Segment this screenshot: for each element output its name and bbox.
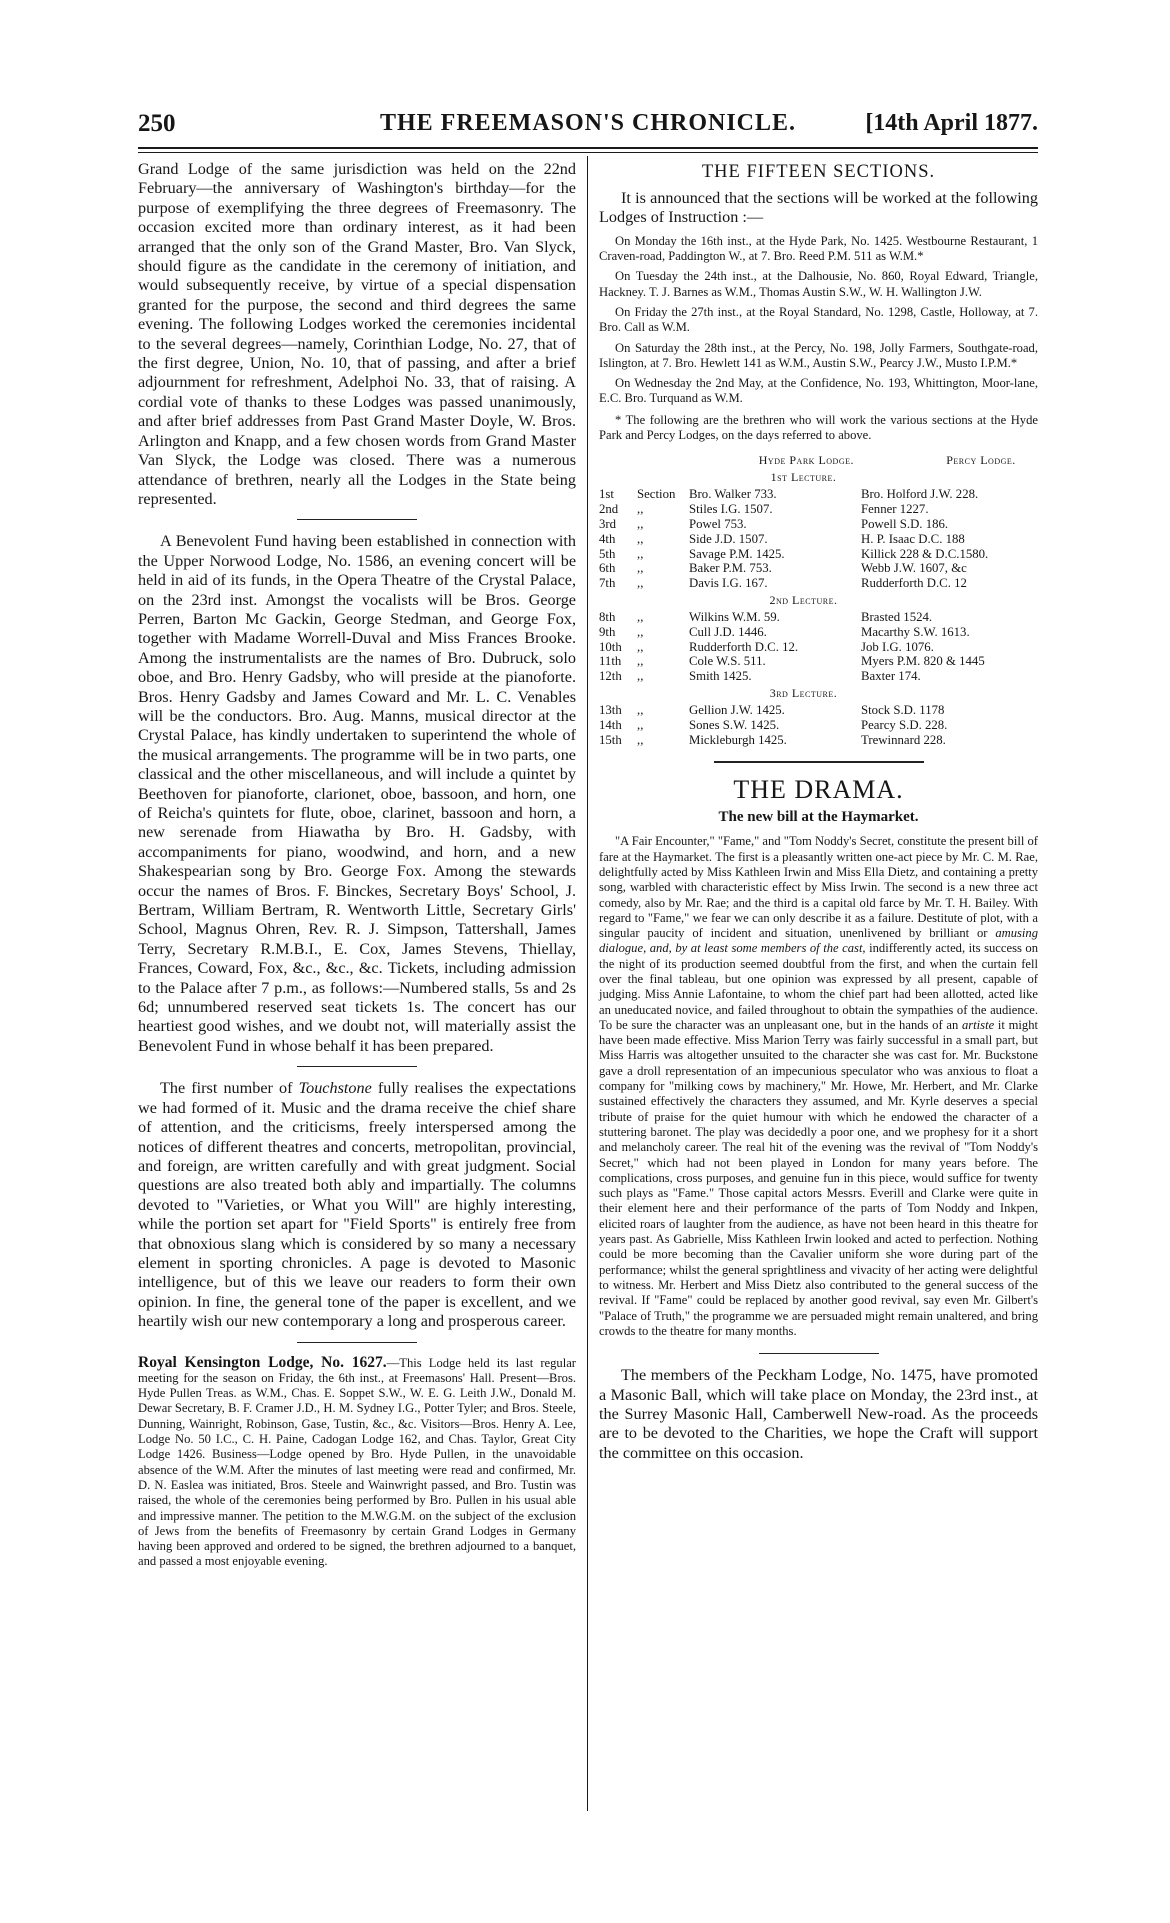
column-divider	[587, 156, 588, 1811]
section-word: ,,	[637, 531, 644, 546]
lecture-label: 1st Lecture.	[770, 470, 837, 485]
section-number: 3rd	[599, 516, 617, 531]
hyde-park-brother: Rudderforth D.C. 12.	[689, 639, 799, 654]
meeting-entry: On Monday the 16th inst., at the Hyde Park, No. 1425. Westbourne Restaurant, 1 Craven-road, Paddington W., at 7. Bro. Reed P.M. 511 as W.M.*	[599, 233, 1038, 264]
section-number: 11th	[599, 654, 622, 669]
publication-title: THE FREEMASON'S CHRONICLE.	[379, 110, 797, 136]
section-number: 6th	[599, 561, 616, 576]
table-row	[599, 561, 1038, 576]
lecture-label: 3rd Lecture.	[769, 685, 838, 700]
percy-brother: Pearcy S.D. 228.	[861, 717, 948, 732]
section-divider	[714, 761, 924, 763]
fifteen-sections-intro: It is announced that the sections will be worked at the following Lodges of Instruction :—	[599, 189, 1038, 227]
lecture-table	[599, 703, 1038, 747]
lecture-table	[599, 487, 1038, 591]
touchstone-article: The first number of Touchstone fully realises the expectations we had formed of it. Music and the drama receive the chief share of attention, and the criticisms, freely interspersed among the notices of different theatres and concerts, metropolitan, provincial, and foreign, are written carefully and with great judgment. Social questions are also treated both ably and impartially. The columns devoted to "Varieties, or What you Will" are highly interesting, while the portion set apart for "Field Sports" is entirely free from that obnoxious slang which is considered by so many a necessary element in sporting chronicles. A page is devoted to Masonic intelligence, but of this we leave our readers to form their own opinion. In fine, the general tone of the paper is excellent, and we heartily wish our new contemporary a long and prosperous career.	[138, 1079, 576, 1331]
table-row	[599, 640, 1038, 655]
percy-brother: Killick 228 & D.C.1580.	[861, 546, 989, 561]
percy-brother: Trewinnard 228.	[861, 732, 946, 747]
table-row	[599, 733, 1038, 748]
grand-lodge-article: Grand Lodge of the same jurisdiction was held on the 22nd February—the anniversary of Washington's birthday—for the purpose of exemplifying the three degrees of Freemasonry. The occasion excited more than ordinary interest, as it had been arranged that the only son of the Grand Master, Bro. Van Slyck, should figure as the candidate in the ceremony of initiation, and would subsequently receive, by virtue of a special dispensation granted for the purpose, the second and third degrees the same evening. The following Lodges worked the ceremonies incidental to the several degrees—namely, Corinthian Lodge, No. 27, that of the first degree, Union, No. 10, that of passing, and after a brief adjournment for refreshment, Adelphoi No. 33, that of raising. A cordial vote of thanks to these Lodges was passed unanimously, and after brief addresses from Past Grand Master Doyle, W. Bros. Arlington and Knapp, and a few chosen words from Grand Master Van Slyck, the Lodge was closed. There was a numerous attendance of brethren, nearly all the Lodges in the State being represented.	[138, 160, 576, 508]
sections-schedule	[599, 470, 1038, 747]
hyde-park-brother: Side J.D. 1507.	[689, 531, 768, 546]
table-row	[599, 487, 1038, 502]
table-row	[599, 654, 1038, 669]
section-number: 5th	[599, 546, 616, 561]
lodge-headers	[599, 453, 1038, 468]
percy-brother: Bro. Holford J.W. 228.	[861, 487, 979, 502]
percy-brother: Stock S.D. 1178	[861, 702, 945, 717]
percy-brother: Webb J.W. 1607, &c	[861, 561, 967, 576]
table-row	[599, 610, 1038, 625]
fifteen-sections-title: THE FIFTEEN SECTIONS.	[701, 162, 936, 182]
table-row	[599, 625, 1038, 640]
section-word: ,,	[637, 717, 644, 732]
meeting-entry: On Wednesday the 2nd May, at the Confidence, No. 193, Whittington, Moor-lane, E.C. Bro. Turquand as W.M.	[599, 376, 1038, 406]
percy-brother: Rudderforth D.C. 12	[861, 576, 967, 591]
drama-subtitle: The new bill at the Haymarket.	[718, 809, 919, 826]
hyde-park-brother: Savage P.M. 1425.	[689, 546, 785, 561]
table-row	[599, 547, 1038, 562]
hyde-park-brother: Powel 753.	[689, 516, 747, 531]
percy-header: Percy Lodge.	[946, 453, 1016, 468]
section-word: ,,	[637, 624, 644, 639]
lecture-table	[599, 610, 1038, 684]
section-divider	[297, 519, 417, 520]
table-row	[599, 517, 1038, 532]
table-row	[599, 576, 1038, 591]
royal-kensington-article: Royal Kensington Lodge, No. 1627.—This Lodge held its last regular meeting for the season on Friday, the 6th inst., at Freemasons' Hall. Present—Bros. Hyde Pullen Treas. as W.M., Chas. E. Soppet S.W., W. E. G. Leith J.W., Donald M. Dewar Secretary, B. F. Cramer J.D., H. M. Sydney I.G., Potter Tyler; and Bros. Steele, Dunning, Wainright, Robinson, Gase, Tustin, &c., &c. Visitors—Bros. Henry A. Lee, Lodge No. 50 I.C., C. H. Paine, Cadogan Lodge 162, and Chas. Taylor, Great City Lodge 1426. Business—Lodge opened by Bro. Hyde Pullen, in the unavoidable absence of the W.M. After the minutes of last meeting were read and confirmed, Mr. D. N. Easlea was initiated, Bros. Steele and Wainwright passed, and Bro. Tustin was raised, the whole of the ceremonies being performed by Bro. Pullen in his usual able and impressive manner. The petition to the M.W.G.M. on the subject of the exclusion of Jews from the benefits of Freemasonry by certain Grand Lodges in Germany having been approved and ordered to be signed, the brethren adjourned to a banquet, and passed a most enjoyable evening.	[138, 1353, 576, 1569]
section-word: ,,	[637, 654, 644, 669]
hyde-park-header: Hyde Park Lodge.	[758, 453, 854, 468]
section-number: 12th	[599, 669, 622, 684]
meeting-entry: On Friday the 27th inst., at the Royal Standard, No. 1298, Castle, Holloway, at 7. Bro. Call as W.M.	[599, 305, 1038, 335]
section-number: 2nd	[599, 502, 619, 517]
drama-review: "A Fair Encounter," "Fame," and "Tom Noddy's Secret, constitute the present bill of fare at the Haymarket. The first is a pleasantly written one-act piece by Mr. C. M. Rae, delightfully acted by Miss Kathleen Irwin and Miss Ella Dietz, and containing a pretty song, warbled with characteristic effect by Miss Irwin. The second is a new three act comedy, also by Mr. Rae; and the third is a capital old farce by Mr. T. H. Bailey. With regard to "Fame," we fear we can only describe it as a failure. Destitute of plot, with a singular paucity of incident and situation, unenlivened by brilliant or amusing dialogue, and, by at least some members of the cast, indifferently acted, its success on the night of its production seemed doubtful from the first, and when the curtain fell over the final tableau, but one opinion was expressed by all present, capable of judging. Miss Annie Lafontaine, to whom the chief part had been allotted, acted like an uneducated novice, and failed throughout to obtain the sympathies of the audience. To be sure the character was an unpleasant one, but in the hands of an artiste it might have been made effective. Miss Marion Terry was fairly successful in a small part, but Miss Harris was altogether unsuited to the character she was cast for. Mr. Buckstone gave a droll representation of an impecunious speculator who was anxious to float a company for "milking cows by machinery," Mr. Howe, Mr. Herbert, and Mr. Clarke sustained effectively the characters they assumed, and Mr. Kyrle deserves a special tribute of praise for the quiet humour with which he endowed the character of a stuttering baronet. The play was decidedly a poor one, and we prophesy for it a short and melancholy career. The real hit of the evening was the revival of "Tom Noddy's Secret," which had not been played in London for many years before. The complications, cross purposes, and genuine fun in this piece, would suffice for twenty such plays as "Fame." Those capital actors Messrs. Everill and Clarke were quite in their element here and their performance of the parts of Tom Noddy and Inkpen, elicited roars of laughter from the audience, as have not been heard in this theatre for years past. As Gabrielle, Miss Kathleen Irwin looked and acted to perfection. Nothing could be more becoming than the Cavalier uniform she wore during part of the performance; whilst the general sprightliness and vivacity of her acting were delightful to witness. Mr. Herbert and Miss Dietz also contributed to the general success of the revival. If "Fame" could be replaced by another good revival, say even Mr. Gilbert's "Palace of Truth," the programme we are persuaded might remain unaltered, and bring crowds to the theatre for many months.	[599, 834, 1039, 1338]
percy-brother: Fenner 1227.	[861, 502, 929, 517]
page-number: 250	[138, 110, 176, 137]
section-word: Section	[637, 487, 676, 502]
percy-brother: Baxter 174.	[861, 669, 921, 684]
section-number: 14th	[599, 717, 622, 732]
section-word: ,,	[637, 609, 644, 624]
percy-brother: H. P. Isaac D.C. 188	[861, 531, 965, 546]
section-number: 15th	[599, 732, 622, 747]
left-column	[138, 160, 576, 1570]
article-lead: Royal Kensington Lodge, No. 1627.	[138, 1353, 387, 1371]
lecture-label: 2nd Lecture.	[769, 592, 838, 607]
section-divider	[297, 1342, 417, 1343]
meeting-entry: On Saturday the 28th inst., at the Percy, No. 198, Jolly Farmers, Southgate-road, Islington, at 7. Bro. Hewlett 141 as W.M., Austin S.W., Pearcy J.W., Musto I.P.M.*	[599, 340, 1038, 370]
hyde-park-brother: Sones S.W. 1425.	[689, 717, 780, 732]
right-column	[599, 160, 1038, 1463]
peckham-lodge-article: The members of the Peckham Lodge, No. 1475, have promoted a Masonic Ball, which will take place on Monday, the 23rd inst., at the Surrey Masonic Hall, Camberwell New-road. As the proceeds are to be devoted to the Charities, we hope the Craft will support the committee on this occasion.	[599, 1366, 1038, 1462]
hyde-park-brother: Mickleburgh 1425.	[689, 732, 787, 747]
section-number: 4th	[599, 531, 616, 546]
table-row	[599, 502, 1038, 517]
hyde-park-brother: Gellion J.W. 1425.	[689, 702, 785, 717]
issue-date: [14th April 1877.	[865, 110, 1038, 136]
hyde-park-brother: Smith 1425.	[689, 669, 752, 684]
sections-footnote: * The following are the brethren who will work the various sections at the Hyde Park and Percy Lodges, on the days referred to above.	[599, 412, 1038, 443]
section-word: ,,	[637, 669, 644, 684]
section-number: 8th	[599, 609, 616, 624]
percy-brother: Job I.G. 1076.	[861, 639, 934, 654]
percy-brother: Myers P.M. 820 & 1445	[861, 654, 985, 669]
section-word: ,,	[637, 639, 644, 654]
hyde-park-brother: Bro. Walker 733.	[689, 487, 777, 502]
hyde-park-brother: Wilkins W.M. 59.	[689, 609, 780, 624]
section-word: ,,	[637, 561, 644, 576]
section-number: 10th	[599, 639, 622, 654]
hyde-park-brother: Davis I.G. 167.	[689, 576, 768, 591]
percy-brother: Powell S.D. 186.	[861, 516, 949, 531]
section-word: ,,	[637, 702, 644, 717]
section-number: 7th	[599, 576, 616, 591]
benevolent-fund-article: A Benevolent Fund having been established in connection with the Upper Norwood Lodge, No. 1586, an evening concert will be held in aid of its funds, in the Opera Theatre of the Crystal Palace, on the 23rd inst. Amongst the vocalists will be Bros. George Perren, Barton Mc Gackin, George Stedman, and George Fox, together with Madame Worrell-Duval and Miss Frances Brooke. Among the instrumentalists are the names of Bro. Dubruck, solo oboe, and Bro. Henry Gadsby, who will preside at the pianoforte. Bros. Henry Gadsby and James Coward and Mr. L. C. Venables will be the conductors. Bro. Aug. Manns, musical director at the Crystal Palace, has kindly undertaken to superintend the whole of the musical arrangements. The programme will be in two parts, one classical and the other miscellaneous, and will include a quintet by Beethoven for pianoforte, clarionet, oboe, bassoon, and horn, one of Reicha's quintets for flute, oboe, clarinet, bassoon and horn, a new serenade from Hiawatha by Bro. H. Gadsby, with accompaniments for piano, woodwind, and horn, and a new Shakespearian song by Bro. George Fox. Among the stewards occur the names of Bros. F. Binckes, Secretary Boys' School, J. Bertram, William Bertram, R. Wentworth Little, Secretary Girls' School, Magnus Ohren, Rev. R. J. Simpson, Tattershall, James Terry, Secretary R.M.B.I., E. Cox, James Stevens, Thiellay, Frances, Coward, Fox, &c., &c., &c. Tickets, including admission to the Palace after 7 p.m., as follows:—Numbered stalls, 5s and 2s 6d; unnumbered reserved seat tickets 1s. The concert has our heartiest good wishes, and we doubt not, will materially assist the Benevolent Fund in whose behalf it has been prepared.	[138, 532, 576, 1055]
section-word: ,,	[637, 502, 644, 517]
section-word: ,,	[637, 576, 644, 591]
publication-name: Touchstone	[298, 1079, 372, 1098]
hyde-park-brother: Baker P.M. 753.	[689, 561, 772, 576]
section-number: 1st	[599, 487, 614, 502]
hyde-park-brother: Cull J.D. 1446.	[689, 624, 767, 639]
section-word: ,,	[637, 732, 644, 747]
masthead	[138, 110, 1038, 144]
table-row	[599, 718, 1038, 733]
section-word: ,,	[637, 516, 644, 531]
table-row	[599, 669, 1038, 684]
percy-brother: Macarthy S.W. 1613.	[861, 624, 970, 639]
section-number: 13th	[599, 702, 622, 717]
hyde-park-brother: Stiles I.G. 1507.	[689, 502, 773, 517]
meeting-entry: On Tuesday the 24th inst., at the Dalhousie, No. 860, Royal Edward, Triangle, Hackney. T. J. Barnes as W.M., Thomas Austin S.W., W. H. Wallington J.W.	[599, 269, 1038, 299]
hyde-park-brother: Cole W.S. 511.	[689, 654, 766, 669]
meeting-list	[599, 234, 1038, 407]
table-row	[599, 703, 1038, 718]
section-word: ,,	[637, 546, 644, 561]
drama-title: THE DRAMA.	[733, 775, 904, 805]
section-divider	[759, 1353, 879, 1354]
percy-brother: Brasted 1524.	[861, 609, 933, 624]
masthead-rule	[138, 147, 1038, 153]
section-divider	[297, 1066, 417, 1067]
section-number: 9th	[599, 624, 616, 639]
table-row	[599, 532, 1038, 547]
